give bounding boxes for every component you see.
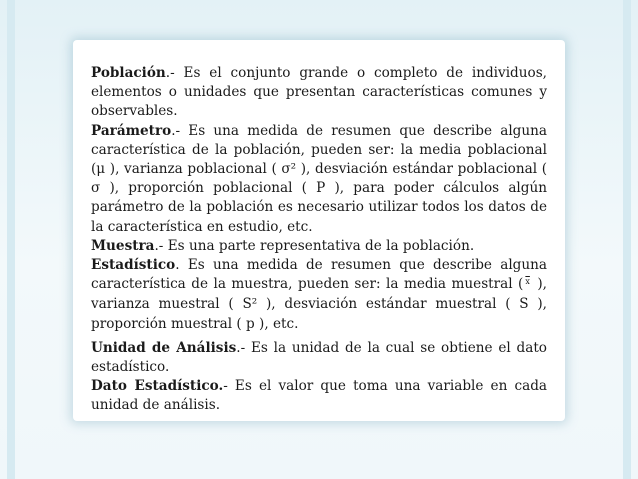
definition-parametro (91, 122, 547, 237)
definition-parametro-text: .- Es una medida de resumen que describe alguna característica de la población, pueden ser: la media poblacional (μ ), varianza poblacional ( σ² ), desviación estándar poblacional ( σ ), proporción poblacional ( P ), para poder cálculos algún parámetro de la población es necesario utilizar todos los datos de la característica en estudio, etc. (91, 122, 547, 235)
left-frame-stripe (7, 0, 15, 479)
definition-unidad-analisis-text: .- Es la unidad de la cual se obtiene el dato estadístico. (91, 339, 547, 376)
definition-poblacion-text: .- Es el conjunto grande o completo de individuos, elementos o unidades que presentan características comunes y observables. (91, 65, 547, 120)
definition-muestra (91, 237, 547, 256)
term-unidad-analisis: Unidad de Análisis (91, 339, 237, 356)
term-dato-estadistico: Dato Estadístico. (91, 378, 224, 395)
term-parametro: Parámetro (91, 122, 172, 139)
sample-mean-symbol: x (525, 277, 530, 287)
term-poblacion: Población (91, 65, 166, 81)
definition-dato-estadistico-text: - Es el valor que toma una variable en cada unidad de análisis. (91, 378, 547, 414)
definition-poblacion (91, 64, 547, 122)
right-frame-stripe (623, 0, 631, 479)
definition-muestra-text: .- Es una parte representativa de la población. (154, 237, 475, 254)
definition-estadistico (91, 256, 547, 334)
definition-unidad-analisis (91, 339, 547, 377)
definition-estadistico-text-before: . Es una medida de resumen que describe alguna característica de la muestra, pueden ser: la media muestral ( (91, 257, 547, 293)
definition-dato-estadistico (91, 377, 547, 415)
term-muestra: Muestra (91, 237, 155, 254)
definition-estadistico-text-after: ), varianza muestral ( S² ), desviación estándar muestral ( S ), proporción muestral ( p ), etc. (91, 276, 547, 332)
definitions-list (91, 64, 547, 416)
term-estadistico: Estadístico (91, 257, 176, 274)
